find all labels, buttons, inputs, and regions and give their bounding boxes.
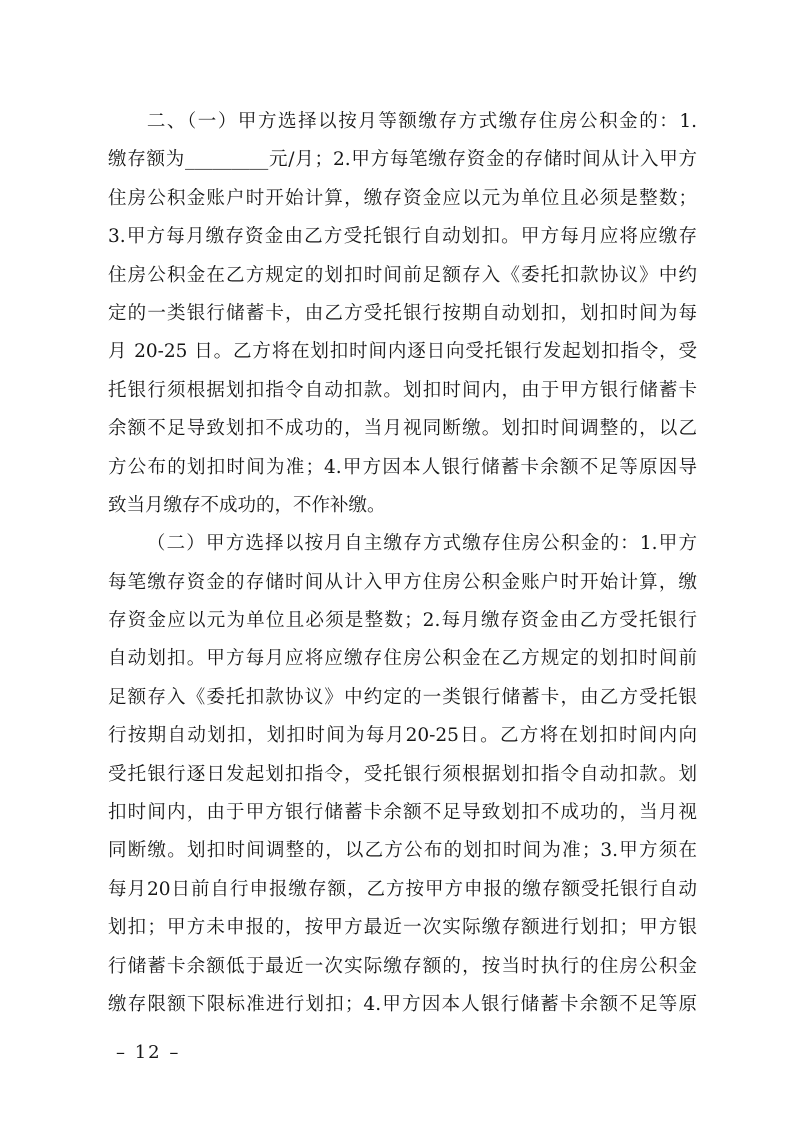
text-line: 行储蓄卡余额低于最近一次实际缴存额的，按当时执行的住房公积金 bbox=[108, 955, 697, 977]
text-line: 足额存入《委托扣款协议》中约定的一类银行储蓄卡，由乙方受托银 bbox=[108, 686, 697, 708]
text-line: （二）甲方选择以按月自主缴存方式缴存住房公积金的：1.甲方 bbox=[146, 533, 697, 555]
text-line: 定的一类银行储蓄卡，由乙方受托银行按期自动划扣，划扣时间为每 bbox=[108, 302, 697, 324]
text-line: 3.甲方每月缴存资金由乙方受托银行自动划扣。甲方每月应将应缴存 bbox=[108, 226, 697, 248]
page-number: – 12 – bbox=[116, 1042, 181, 1063]
text-line: 住房公积金在乙方规定的划扣时间前足额存入《委托扣款协议》中约 bbox=[108, 264, 697, 286]
text-line: 同断缴。划扣时间调整的，以乙方公布的划扣时间为准；3.甲方须在 bbox=[108, 840, 697, 862]
text-line: 扣时间内，由于甲方银行储蓄卡余额不足导致划扣不成功的，当月视 bbox=[108, 802, 697, 824]
text-line: 行按期自动划扣，划扣时间为每月20-25日。乙方将在划扣时间内向 bbox=[108, 725, 697, 747]
text-line: 方公布的划扣时间为准；4.甲方因本人银行储蓄卡余额不足等原因导 bbox=[108, 456, 697, 478]
text-line: 致当月缴存不成功的，不作补缴。 bbox=[108, 494, 386, 516]
text-line: 月 20-25 日。乙方将在划扣时间内逐日向受托银行发起划扣指令，受 bbox=[108, 341, 697, 363]
text-line: 每月20日前自行申报缴存额，乙方按甲方申报的缴存额受托银行自动 bbox=[108, 878, 697, 900]
text-line: 二、（一）甲方选择以按月等额缴存方式缴存住房公积金的：1. bbox=[146, 111, 697, 132]
text-line: 托银行须根据划扣指令自动扣款。划扣时间内，由于甲方银行储蓄卡 bbox=[108, 379, 697, 401]
paragraph-clause-2-2-monthly-self-deposit bbox=[108, 525, 697, 1024]
paragraph-clause-2-1-monthly-equal-deposit bbox=[108, 103, 697, 525]
text-line: 每笔缴存资金的存储时间从计入甲方住房公积金账户时开始计算，缴 bbox=[108, 571, 697, 593]
text-line: 自动划扣。甲方每月应将应缴存住房公积金在乙方规定的划扣时间前 bbox=[108, 648, 697, 670]
text-line: 缴存额为_________元/月；2.甲方每笔缴存资金的存储时间从计入甲方 bbox=[108, 149, 697, 171]
text-line: 缴存限额下限标准进行划扣；4.甲方因本人银行储蓄卡余额不足等原 bbox=[108, 993, 697, 1015]
text-line: 划扣；甲方未申报的，按甲方最近一次实际缴存额进行划扣；甲方银 bbox=[108, 917, 697, 939]
text-line: 受托银行逐日发起划扣指令，受托银行须根据划扣指令自动扣款。划 bbox=[108, 763, 697, 785]
text-line: 存资金应以元为单位且必须是整数；2.每月缴存资金由乙方受托银行 bbox=[108, 610, 697, 632]
contract-text-block bbox=[108, 103, 697, 1024]
text-line: 住房公积金账户时开始计算，缴存资金应以元为单位且必须是整数； bbox=[108, 187, 697, 209]
text-line: 余额不足导致划扣不成功的，当月视同断缴。划扣时间调整的，以乙 bbox=[108, 418, 697, 440]
